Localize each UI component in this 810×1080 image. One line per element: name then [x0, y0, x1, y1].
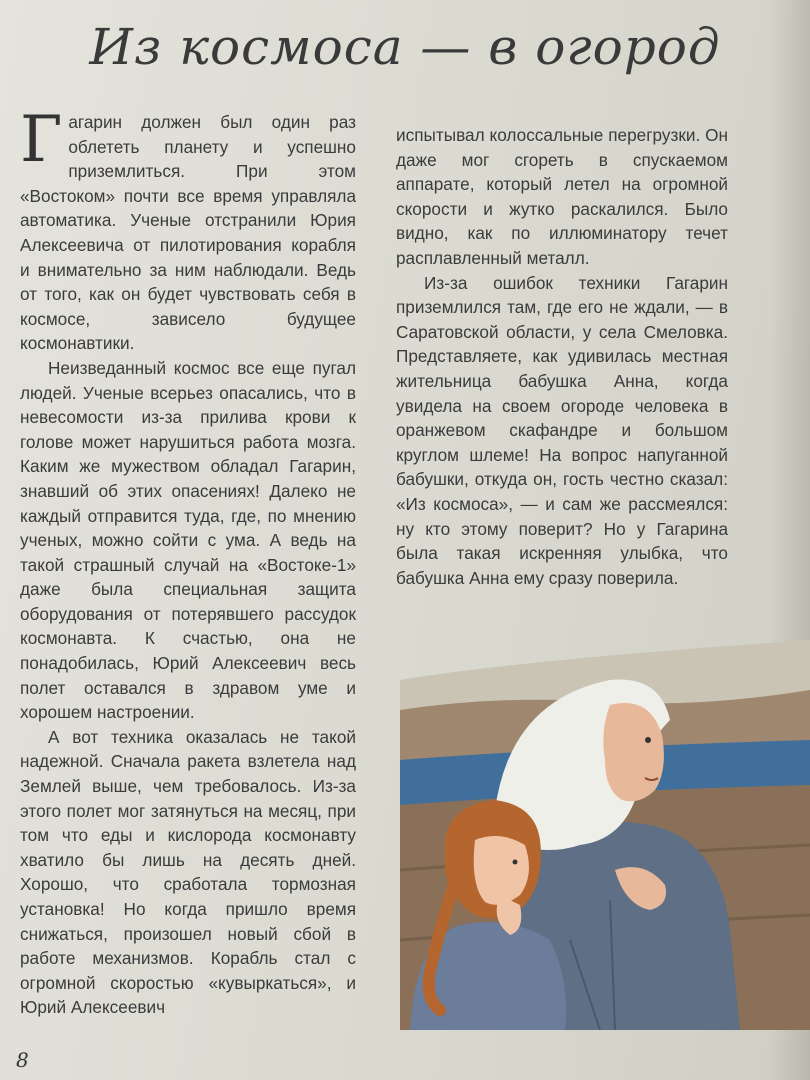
left-column — [20, 103, 356, 1020]
paragraph-3: А вот техника оказалась не такой надежной. Сначала ракета взлетела над Землей выше, чем требовалось. Из-за этого полет мог затянуться на месяц, при том что еды и кислорода космонавту хватило бы лишь на десять дней. Хорошо, что сработала тормозная установка! Но когда пришло время снижаться, произошел новый сбой в работе механизмов. Корабль стал с огромной скоростью «кувыркаться», и Юрий Алексеевич — [20, 726, 356, 1018]
paragraph-4: испытывал колоссальные перегрузки. Он даже мог сгореть в спускаемом аппарате, который летел на огромной скорости и жутко раскалился. Было видно, как по иллюминатору течет расплавленный металл. — [396, 125, 728, 268]
page-title: Из космоса — в огород — [89, 18, 721, 76]
paragraph-1 — [20, 103, 356, 356]
paragraph-5: Из-за ошибок техники Гагарин приземлился там, где его не ждали, — в Саратовской области, у села Смеловка. Представляете, как удивилась местная жительница бабушка Анна, когда увидела на своем огороде человека в оранжевом скафандре и большом круглом шлеме! На вопрос напуганной бабушки, откуда он, гость честно сказал: «Из космоса», — и сам же рассмеялся: ну кто этому поверит? Но у Гагарина была такая искренняя улыбка, что бабушка Анна ему сразу поверила. — [396, 272, 728, 588]
paragraph-2: Неизведанный космос все еще пугал людей. Ученые всерьез опасались, что в невесомости из-за прилива крови к голове может нарушиться работа мозга. Каким же мужеством обладал Гагарин, знавший об этих опасениях! Далеко не каждый отправится туда, где, по мнению ученых, можно сойти с ума. А ведь на такой страшный случай на «Востоке-1» даже была специальная защита оборудования от потерявшего рассудок космонавта. К счастью, она не понадобилась, Юрий Алексеевич весь полет оставался в здравом уме и хорошем настроении. — [20, 357, 356, 723]
paragraph-1-text: агарин должен был один раз облететь планету и успешно приземлиться. При этом «Востоком» почти все время управляла автоматика. Ученые отстранили Юрия Алексеевича от пилотирования корабля и внимательно за ним наблюдали. Ведь от того, как он будет чувствовать себя в космосе, зависело будущее космонавтики. — [20, 112, 356, 354]
illustration-grandmother-and-girl — [400, 640, 810, 1030]
page-number: 8 — [16, 1048, 29, 1072]
right-column — [396, 123, 728, 590]
drop-cap: Г — [20, 103, 63, 177]
